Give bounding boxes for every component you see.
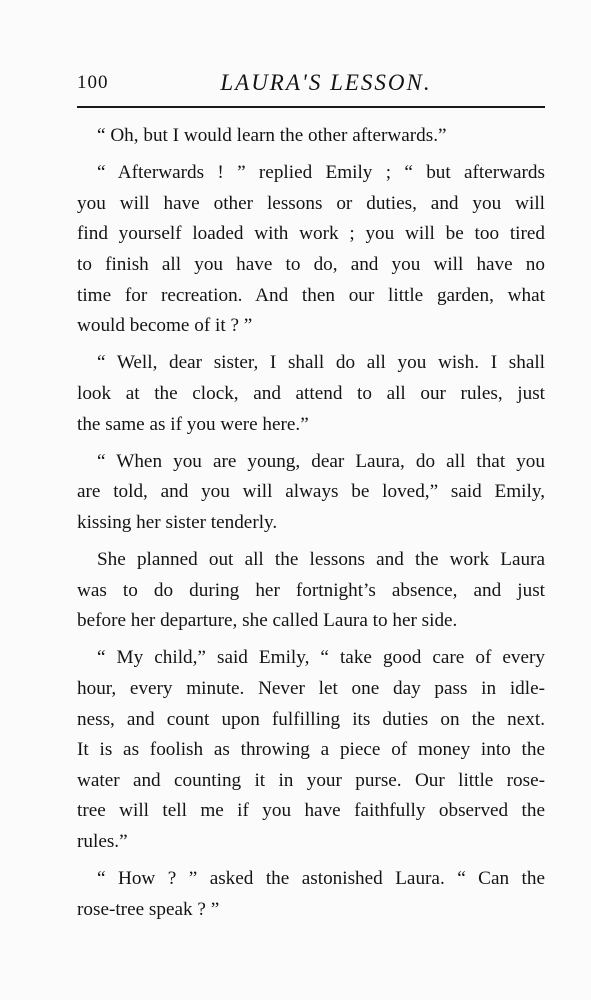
text-line: kissing her sister tenderly. xyxy=(77,511,278,533)
paragraph xyxy=(77,864,545,925)
text-line: “ Well, dear sister, I shall do all you wish. I shall xyxy=(97,352,545,374)
body-text xyxy=(77,121,545,932)
text-line: time for recreation. And then our little garden, what xyxy=(77,284,545,306)
paragraph xyxy=(77,158,545,342)
paragraph xyxy=(77,447,545,539)
text-line: tree will tell me if you have faithfully observed the xyxy=(77,800,545,822)
text-line: rose-tree speak ? ” xyxy=(77,898,220,920)
paragraph xyxy=(77,545,545,637)
text-line: It is as foolish as throwing a piece of money into the xyxy=(77,739,545,761)
header-rule xyxy=(77,106,545,108)
text-line: “ Afterwards ! ” replied Emily ; “ but afterwards xyxy=(97,162,545,184)
paragraph xyxy=(77,348,545,440)
text-line: She planned out all the lessons and the work Laura xyxy=(97,549,545,571)
text-line: to finish all you have to do, and you will have no xyxy=(77,253,545,275)
text-line: “ Oh, but I would learn the other afterwards.” xyxy=(97,125,447,146)
text-line: the same as if you were here.” xyxy=(77,413,309,435)
text-line: look at the clock, and attend to all our rules, just xyxy=(77,382,545,404)
paragraph xyxy=(77,121,545,152)
text-line: are told, and you will always be loved,” said Emily, xyxy=(77,481,545,503)
text-line: find yourself loaded with work ; you will be too tired xyxy=(77,223,545,245)
paragraph xyxy=(77,643,545,857)
text-line: ness, and count upon fulfilling its duties on the next. xyxy=(77,708,545,730)
text-line: you will have other lessons or duties, and you will xyxy=(77,192,545,214)
running-head xyxy=(77,70,545,100)
text-line: “ When you are young, dear Laura, do all that you xyxy=(97,450,545,472)
text-line: “ My child,” said Emily, “ take good care of every xyxy=(97,647,545,669)
text-line: water and counting it in your purse. Our little rose- xyxy=(77,769,545,791)
text-line: “ How ? ” asked the astonished Laura. “ Can the xyxy=(97,868,545,890)
text-line: hour, every minute. Never let one day pass in idle- xyxy=(77,678,545,700)
page-number: 100 xyxy=(77,72,109,93)
text-line: before her departure, she called Laura to her side. xyxy=(77,610,458,632)
text-line: was to do during her fortnight’s absence, and just xyxy=(77,579,545,601)
running-title: LAURA'S LESSON. xyxy=(220,70,432,95)
text-line: rules.” xyxy=(77,831,128,853)
text-line: would become of it ? ” xyxy=(77,315,253,337)
